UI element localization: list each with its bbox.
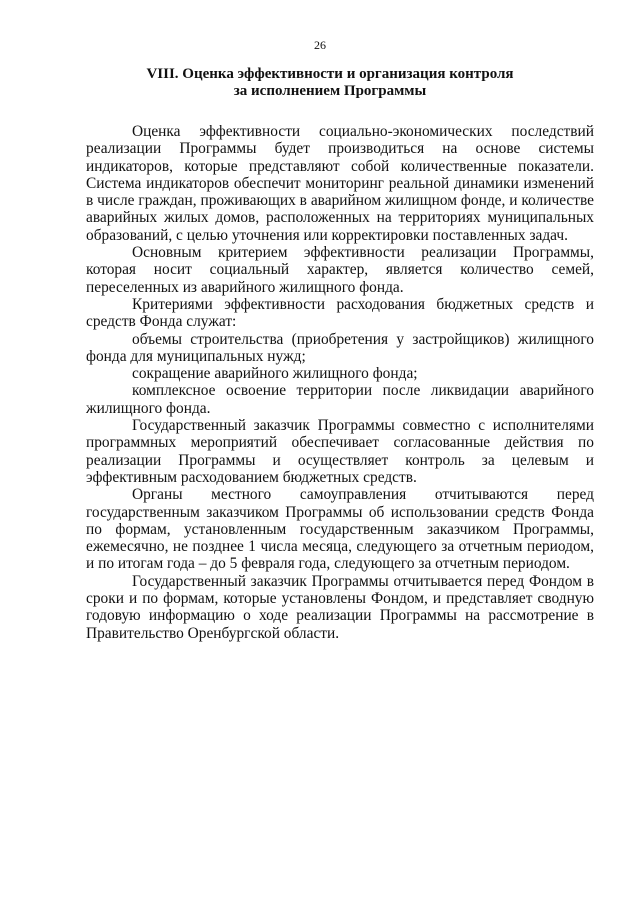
section-heading-line-1: VIII. Оценка эффективности и организация контроля (146, 66, 514, 82)
paragraph: Государственный заказчик Программы совместно с исполнителями программных мероприятий обеспечивает согласованные действия по реализации Программы и осуществляет контроль за целевым и эффективным расходованием бюджетных средств. (86, 417, 594, 486)
paragraph: сокращение аварийного жилищного фонда; (132, 365, 418, 383)
paragraph: комплексное освоение территории после ликвидации аварийного жилищного фонда. (86, 382, 594, 417)
section-heading-line-2: за исполнением Программы (233, 83, 427, 99)
page-number: 26 (314, 38, 326, 52)
paragraph: Основным критерием эффективности реализации Программы, которая носит социальный характер, является количество семей, переселенных из аварийного жилищного фонда. (86, 244, 594, 296)
paragraph: Органы местного самоуправления отчитываются перед государственным заказчиком Программы об использовании средств Фонда по формам, установленным государственным заказчиком Программы, ежемесячно, не позднее 1 числа месяца, следующего за отчетным периодом, и по итогам года – до 5 февраля года, следующего за отчетным периодом. (86, 486, 594, 573)
paragraph: Государственный заказчик Программы отчитывается перед Фондом в сроки и по формам, которые установлены Фондом, и представляет сводную годовую информацию о ходе реализации Программы на рассмотрение в Правительство Оренбургской области. (86, 572, 594, 642)
section-heading (80, 66, 580, 100)
paragraph: Оценка эффективности социально-экономических последствий реализации Программы будет производиться на основе системы индикаторов, которые представляют собой количественные показатели. Система индикаторов обеспечит мониторинг реальной динамики изменений в числе граждан, проживающих в аварийном жилищном фонде, и количестве аварийных жилых домов, расположенных на территориях муниципальных образований, с целью уточнения или корректировки поставленных задач. (86, 123, 594, 244)
body-text (86, 123, 594, 642)
paragraph: объемы строительства (приобретения у застройщиков) жилищного фонда для муниципальных нужд; (86, 330, 594, 365)
paragraph: Критериями эффективности расходования бюджетных средств и средств Фонда служат: (86, 295, 594, 331)
